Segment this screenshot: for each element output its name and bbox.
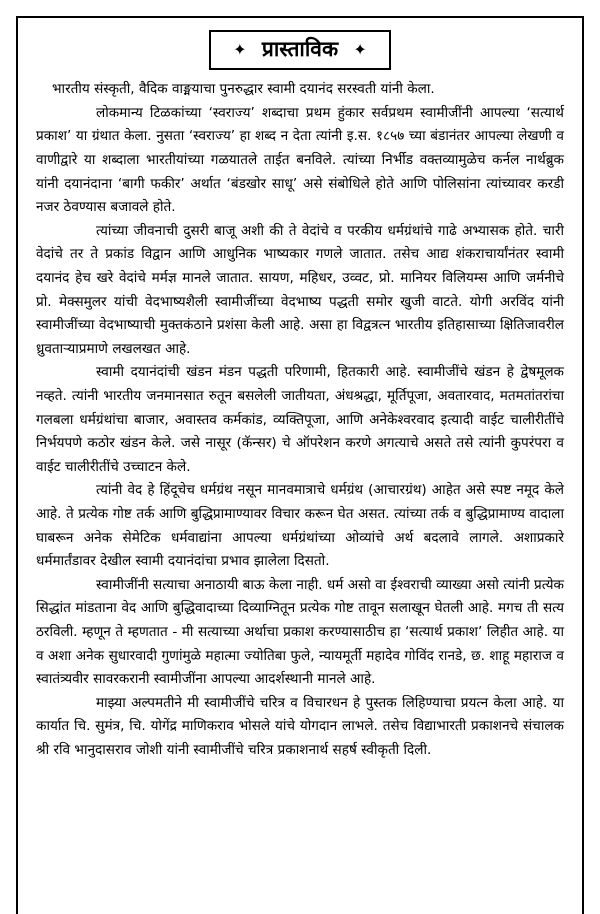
page-border-frame xyxy=(16,16,584,914)
body-text xyxy=(36,78,564,762)
paragraph-1: भारतीय संस्कृती, वैदिक वाङ्मयाचा पुनरुद्धार स्वामी दयानंद सरस्वती यांनी केला. xyxy=(52,81,435,98)
star-left-icon: ✦ xyxy=(233,40,247,59)
paragraph-5: त्यांनी वेद हे हिंदूचेच धर्मग्रंथ नसून मानवमात्राचे धर्मग्रंथ (आचारग्रंथ) आहेत असे स्पष्ट नमूद केले आहे. ते प्रत्येक गोष्ट तर्क आणि बुद्धिप्रामाण्यावर विचार करून घेत असत. त्यांच्या तर्क व बुद्धिप्रामाण्य वादाला घाबरून अनेक सेमेटिक धर्मवाद्यांना आपल्या धर्मग्रंथांच्या ओव्यांचे अर्थ बदलावे लागले. अशाप्रकारे धर्ममार्तंडावर देखील स्वामी दयानंदांचा प्रभाव झालेला दिसतो. xyxy=(36,482,564,570)
paragraph-6: स्वामीजींनी सत्याचा अनाठायी बाऊ केला नाही. धर्म असो वा ईश्वराची व्याख्या असो त्यांनी प्रत्येक सिद्धांत मांडताना वेद आणि बुद्धिवादाच्या दिव्याग्नितून प्रत्येक गोष्ट तावून सलाखून घेतली आहे. मगच ती सत्य ठरविली. म्हणून ते म्हणतात - मी सत्याच्या अर्थाचा प्रकाश करण्यासाठीच हा ‘सत्यार्थ प्रकाश’ लिहीत आहे. या व अशा अनेक सुधारवादी गुणांमुळे महात्मा ज्योतिबा फुले, न्यायमूर्ती महादेव गोविंद रानडे, छ. शाहू महाराज व स्वातंत्र्यवीर सावरकरानी स्वामीजींना आपल्या आदर्शस्थानी मानले आहे. xyxy=(36,576,564,688)
paragraph-3: त्यांच्या जीवनाची दुसरी बाजू अशी की ते वेदांचे व परकीय धर्मग्रंथांचे गाढे अभ्यासक होते. चारी वेदांचे तर ते प्रकांड विद्वान आणि आधुनिक भाष्यकार गणले जातात. तसेच आद्य शंकराचार्यांनंतर स्वामी दयानंद हेच खरे वेदांचे मर्मज्ञ मानले जातात. सायण, महिधर, उव्वट, प्रो. मानियर विलियम्स आणि जर्मनीचे प्रो. मेक्समुलर यांची वेदभाष्यशैली स्वामीजींच्या वेदभाष्य पद्धती समोर खुजी वाटते. योगी अरविंद यांनी स्वामीजींच्या वेदभाष्याची मुक्तकंठाने प्रशंसा केली आहे. असा हा विद्वत्रत्न भारतीय इतिहासाच्या क्षितिजावरील ध्रुवताऱ्याप्रमाणे लखलखत आहे. xyxy=(36,222,564,357)
paragraph-7: माझ्या अल्पमतीने मी स्वामीजींचे चरित्र व विचारधन हे पुस्तक लिहिण्याचा प्रयत्न केला आहे. या कार्यात चि. सुमंत्र, चि. योगेंद्र माणिकराव भोसले यांचे योगदान लाभले. तसेच विद्याभारती प्रकाशनचे संचालक श्री रवि भानुदासराव जोशी यांनी स्वामीजींचे चरित्र प्रकाशनार्थ सहर्ष स्वीकृती दिली. xyxy=(36,694,564,758)
title-box xyxy=(209,30,391,70)
paragraph-2: लोकमान्य टिळकांच्या ‘स्वराज्य’ शब्दाचा प्रथम हुंकार सर्वप्रथम स्वामीजींनी आपल्या ‘सत्यार्थ प्रकाश’ या ग्रंथात केला. नुसता ‘स्वराज्य’ हा शब्द न देता त्यांनी इ.स. १८५७ च्या बंडानंतर आपल्या लेखणी व वाणीद्वारे या शब्दाला भारतीयांच्या गळयातले ताईत बनविले. त्यांच्या निर्भीड वक्तव्यामुळेच कर्नल नार्थब्रुक यांनी दयानंदाना ‘बागी फकीर’ अर्थात ‘बंडखोर साधू’ असे संबोधिले होते आणि पोलिसांना त्यांच्यावर करडी नजर ठेवण्यास बजावले होते. xyxy=(36,104,564,216)
page-title: प्रास्ताविक xyxy=(261,37,339,61)
paragraph-4: स्वामी दयानंदांची खंडन मंडन पद्धती परिणामी, हितकारी आहे. स्वामीजींचे खंडन हे द्वेषमूलक नव्हते. त्यांनी भारतीय जनमानसात रुतून बसलेली जातीयता, अंधश्रद्धा, मूर्तिपूजा, अवतारवाद, मतमतांतरांचा गलबला धर्मग्रंथांचा बाजार, अवास्तव कर्मकांड, व्यक्तिपूजा, आणि अनेकेश्वरवाद इत्यादी वाईट चालीरीतींचे निर्भयपणे कठोर खंडन केले. जसे नासूर (कॅन्सर) चे ऑपरेशन करणे अगत्याचे असते तसे त्यांनी कुपरंपरा व वाईट चालीरीतींचे उच्चाटन केले. xyxy=(36,364,564,475)
star-right-icon: ✦ xyxy=(353,40,367,59)
title-area xyxy=(36,30,564,70)
